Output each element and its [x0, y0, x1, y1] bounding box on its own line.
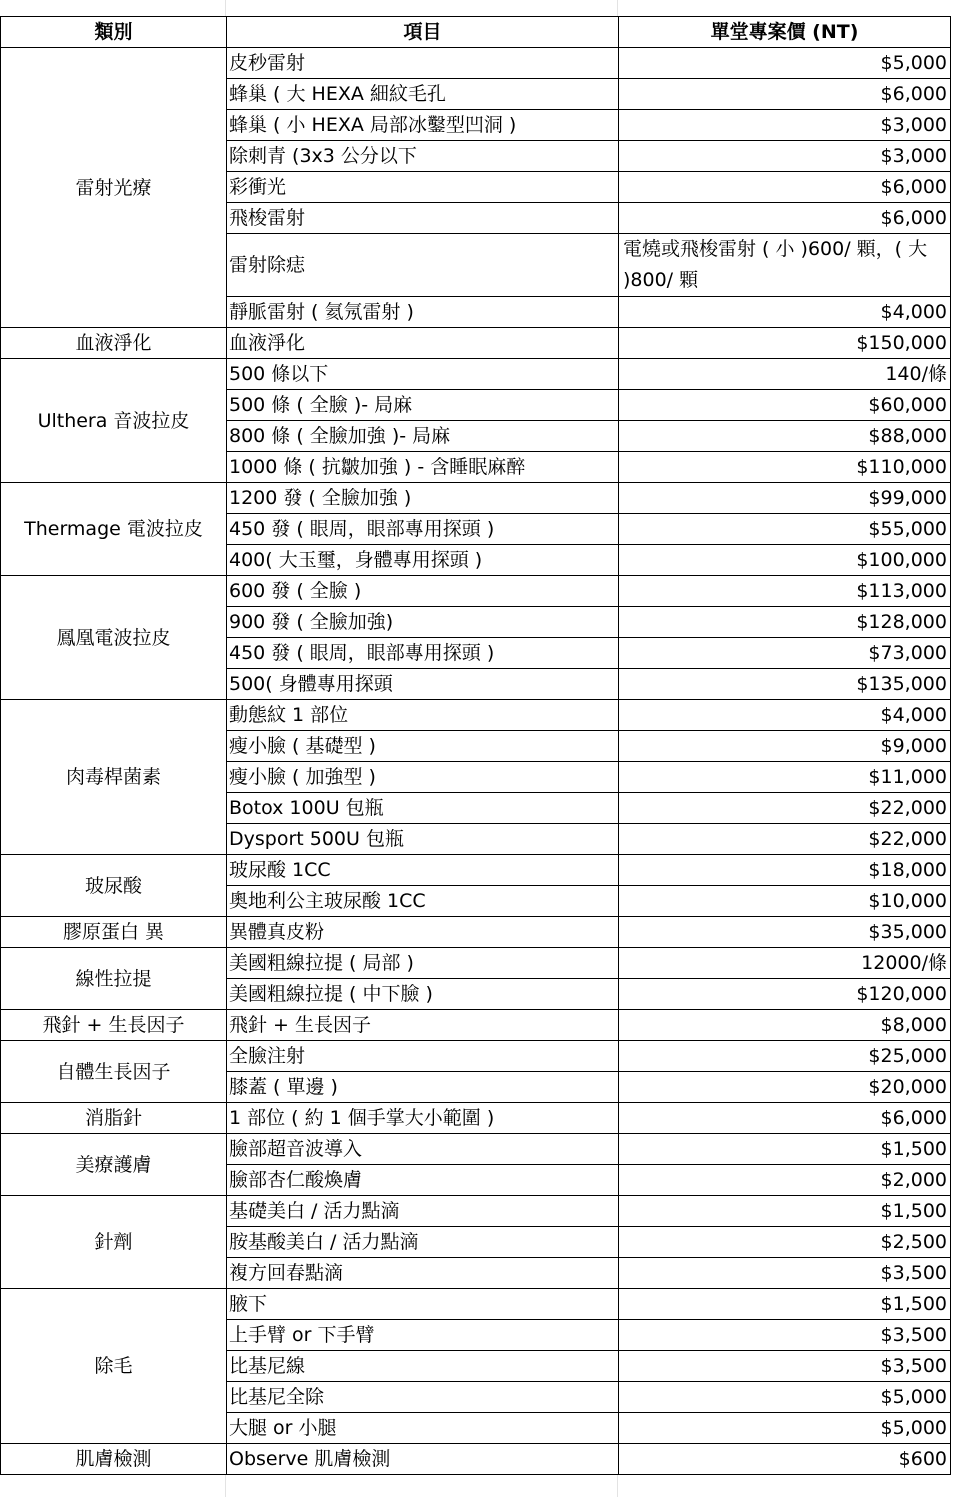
category-cell[interactable]: 鳳凰電波拉皮: [1, 576, 227, 700]
item-cell[interactable]: 450 發 ( 眼周，眼部專用探頭 ): [227, 514, 619, 545]
price-cell[interactable]: $2,000: [619, 1165, 951, 1196]
price-cell[interactable]: $3,000: [619, 110, 951, 141]
header-category[interactable]: 類別: [1, 17, 227, 48]
item-cell[interactable]: 蜂巢 ( 大 HEXA 細紋毛孔: [227, 79, 619, 110]
price-cell[interactable]: $135,000: [619, 669, 951, 700]
price-cell[interactable]: $73,000: [619, 638, 951, 669]
price-cell[interactable]: $88,000: [619, 421, 951, 452]
price-cell[interactable]: $60,000: [619, 390, 951, 421]
price-cell[interactable]: $22,000: [619, 824, 951, 855]
item-cell[interactable]: 1000 條 ( 抗皺加強 ) - 含睡眠麻醉: [227, 452, 619, 483]
table-row: [1, 948, 951, 979]
category-cell[interactable]: 除毛: [1, 1289, 227, 1444]
price-cell[interactable]: $5,000: [619, 48, 951, 79]
price-cell[interactable]: $6,000: [619, 172, 951, 203]
price-cell[interactable]: $35,000: [619, 917, 951, 948]
price-cell[interactable]: $8,000: [619, 1010, 951, 1041]
item-cell[interactable]: 1200 發 ( 全臉加強 ): [227, 483, 619, 514]
item-cell[interactable]: 血液淨化: [227, 328, 619, 359]
table-row: [1, 917, 951, 948]
item-cell[interactable]: 膝蓋 ( 單邊 ): [227, 1072, 619, 1103]
item-cell[interactable]: 皮秒雷射: [227, 48, 619, 79]
price-cell[interactable]: $10,000: [619, 886, 951, 917]
item-cell[interactable]: 美國粗線拉提 ( 中下臉 ): [227, 979, 619, 1010]
item-cell[interactable]: 複方回春點滴: [227, 1258, 619, 1289]
item-cell[interactable]: 動態紋 1 部位: [227, 700, 619, 731]
category-cell[interactable]: 飛針 + 生長因子: [1, 1010, 227, 1041]
item-cell[interactable]: Observe 肌膚檢測: [227, 1444, 619, 1475]
item-cell[interactable]: 飛梭雷射: [227, 203, 619, 234]
price-cell[interactable]: $55,000: [619, 514, 951, 545]
price-cell[interactable]: $25,000: [619, 1041, 951, 1072]
price-cell[interactable]: $4,000: [619, 700, 951, 731]
header-row: [1, 17, 951, 48]
table-row: [1, 576, 951, 607]
item-cell[interactable]: 美國粗線拉提 ( 局部 ): [227, 948, 619, 979]
price-cell[interactable]: $3,500: [619, 1258, 951, 1289]
item-cell[interactable]: 500 條以下: [227, 359, 619, 390]
table-row: [1, 483, 951, 514]
table-row: [1, 1103, 951, 1134]
table-row: [1, 855, 951, 886]
item-cell[interactable]: 靜脈雷射 ( 氦氖雷射 ): [227, 297, 619, 328]
category-cell[interactable]: 自體生長因子: [1, 1041, 227, 1103]
table-row: [1, 359, 951, 390]
price-cell[interactable]: 電燒或飛梭雷射 ( 小 )600/ 顆，( 大 )800/ 顆: [619, 234, 951, 297]
item-cell[interactable]: 瘦小臉 ( 基礎型 ): [227, 731, 619, 762]
table-row: [1, 1041, 951, 1072]
item-cell[interactable]: 彩衝光: [227, 172, 619, 203]
price-cell[interactable]: $3,500: [619, 1351, 951, 1382]
item-cell[interactable]: Dysport 500U 包瓶: [227, 824, 619, 855]
table-row: [1, 1289, 951, 1320]
item-cell[interactable]: Botox 100U 包瓶: [227, 793, 619, 824]
price-cell[interactable]: $22,000: [619, 793, 951, 824]
price-cell[interactable]: $3,000: [619, 141, 951, 172]
price-cell[interactable]: $100,000: [619, 545, 951, 576]
price-cell[interactable]: $128,000: [619, 607, 951, 638]
item-cell[interactable]: 400( 大玉璽，身體專用探頭 ): [227, 545, 619, 576]
item-cell[interactable]: 比基尼線: [227, 1351, 619, 1382]
table-row: [1, 1444, 951, 1475]
category-cell[interactable]: 膠原蛋白 異: [1, 917, 227, 948]
price-cell[interactable]: $1,500: [619, 1289, 951, 1320]
price-cell[interactable]: $113,000: [619, 576, 951, 607]
price-cell[interactable]: $110,000: [619, 452, 951, 483]
item-cell[interactable]: 1 部位 ( 約 1 個手掌大小範圍 ): [227, 1103, 619, 1134]
item-cell[interactable]: 臉部杏仁酸煥膚: [227, 1165, 619, 1196]
table-row: [1, 48, 951, 79]
table-row: [1, 1196, 951, 1227]
item-cell[interactable]: 450 發 ( 眼周，眼部專用探頭 ): [227, 638, 619, 669]
price-cell[interactable]: 12000/條: [619, 948, 951, 979]
category-cell[interactable]: 血液淨化: [1, 328, 227, 359]
category-cell[interactable]: 玻尿酸: [1, 855, 227, 917]
price-cell[interactable]: $18,000: [619, 855, 951, 886]
item-cell[interactable]: 大腿 or 小腿: [227, 1413, 619, 1444]
price-cell[interactable]: $3,500: [619, 1320, 951, 1351]
price-cell[interactable]: $2,500: [619, 1227, 951, 1258]
price-cell[interactable]: $1,500: [619, 1196, 951, 1227]
header-item[interactable]: 項目: [227, 17, 619, 48]
item-cell[interactable]: 基礎美白 / 活力點滴: [227, 1196, 619, 1227]
price-cell[interactable]: $20,000: [619, 1072, 951, 1103]
item-cell[interactable]: 奧地利公主玻尿酸 1CC: [227, 886, 619, 917]
table-row: [1, 700, 951, 731]
price-cell[interactable]: $600: [619, 1444, 951, 1475]
category-cell[interactable]: 肉毒桿菌素: [1, 700, 227, 855]
item-cell[interactable]: 900 發 ( 全臉加強): [227, 607, 619, 638]
item-cell[interactable]: 500 條 ( 全臉 )- 局麻: [227, 390, 619, 421]
item-cell[interactable]: 雷射除痣: [227, 234, 619, 297]
price-cell[interactable]: $1,500: [619, 1134, 951, 1165]
item-cell[interactable]: 全臉注射: [227, 1041, 619, 1072]
price-cell[interactable]: $120,000: [619, 979, 951, 1010]
category-cell[interactable]: 肌膚檢測: [1, 1444, 227, 1475]
price-cell[interactable]: $5,000: [619, 1382, 951, 1413]
category-cell[interactable]: Ulthera 音波拉皮: [1, 359, 227, 483]
table-row: [1, 328, 951, 359]
item-cell[interactable]: 800 條 ( 全臉加強 )- 局麻: [227, 421, 619, 452]
category-cell[interactable]: 美療護膚: [1, 1134, 227, 1196]
item-cell[interactable]: 玻尿酸 1CC: [227, 855, 619, 886]
price-cell[interactable]: $5,000: [619, 1413, 951, 1444]
item-cell[interactable]: 除刺青 (3x3 公分以下: [227, 141, 619, 172]
category-cell[interactable]: 消脂針: [1, 1103, 227, 1134]
item-cell[interactable]: 飛針 + 生長因子: [227, 1010, 619, 1041]
item-cell[interactable]: 500( 身體專用探頭: [227, 669, 619, 700]
category-cell[interactable]: 雷射光療: [1, 48, 227, 328]
price-cell[interactable]: $99,000: [619, 483, 951, 514]
category-cell[interactable]: 線性拉提: [1, 948, 227, 1010]
item-cell[interactable]: 上手臂 or 下手臂: [227, 1320, 619, 1351]
item-cell[interactable]: 比基尼全除: [227, 1382, 619, 1413]
item-cell[interactable]: 瘦小臉 ( 加強型 ): [227, 762, 619, 793]
price-cell[interactable]: $11,000: [619, 762, 951, 793]
item-cell[interactable]: 臉部超音波導入: [227, 1134, 619, 1165]
category-cell[interactable]: 針劑: [1, 1196, 227, 1289]
item-cell[interactable]: 600 發 ( 全臉 ): [227, 576, 619, 607]
price-cell[interactable]: $150,000: [619, 328, 951, 359]
header-price[interactable]: 單堂專案價 (NT): [619, 17, 951, 48]
table-row: [1, 1010, 951, 1041]
price-cell[interactable]: 140/條: [619, 359, 951, 390]
item-cell[interactable]: 蜂巢 ( 小 HEXA 局部冰鑿型凹洞 ): [227, 110, 619, 141]
item-cell[interactable]: 腋下: [227, 1289, 619, 1320]
price-cell[interactable]: $6,000: [619, 203, 951, 234]
price-cell[interactable]: $6,000: [619, 79, 951, 110]
category-cell[interactable]: Thermage 電波拉皮: [1, 483, 227, 576]
table-row: [1, 1134, 951, 1165]
item-cell[interactable]: 胺基酸美白 / 活力點滴: [227, 1227, 619, 1258]
price-cell[interactable]: $9,000: [619, 731, 951, 762]
price-cell[interactable]: $6,000: [619, 1103, 951, 1134]
item-cell[interactable]: 異體真皮粉: [227, 917, 619, 948]
price-table: [0, 16, 951, 1475]
price-cell[interactable]: $4,000: [619, 297, 951, 328]
table-body: [1, 48, 951, 1475]
